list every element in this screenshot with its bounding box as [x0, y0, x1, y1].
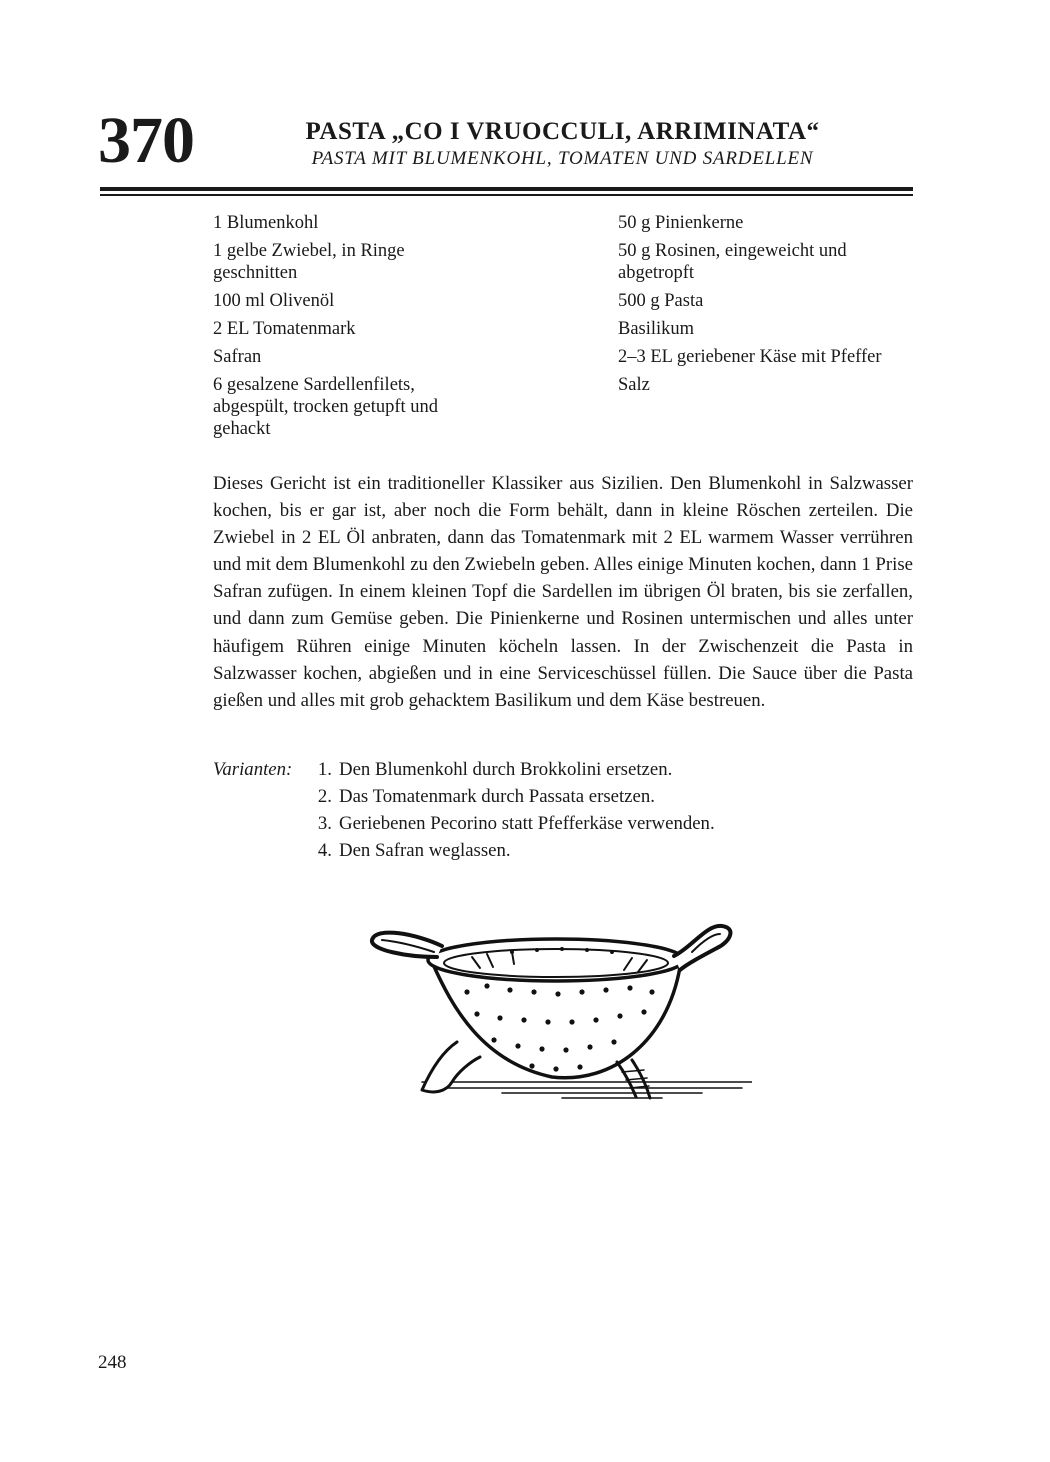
ingredients-left-column [213, 212, 493, 446]
recipe-title: PASTA „CO I VRUOCCULI, ARRIMINATA“ [305, 118, 820, 145]
variant-number: 4. [317, 840, 332, 861]
ingredient-item: 6 gesalzene Sardellenfilets, abgespült, trocken getupft und gehackt [213, 375, 439, 439]
variant-text: Das Tomatenmark durch Passata ersetzen. [339, 786, 655, 807]
colander-illustration [362, 912, 752, 1112]
variant-item [308, 783, 655, 810]
variant-text: Geriebenen Pecorino statt Pfefferkäse verwenden. [339, 813, 715, 834]
ingredient-item: 100 ml Olivenöl [213, 291, 335, 311]
recipe-number: 370 [98, 104, 194, 177]
colander-icon [362, 912, 752, 1112]
recipe-subtitle: PASTA MIT BLUMENKOHL, TOMATEN UND SARDELLEN [311, 147, 814, 169]
ingredient-item: Salz [618, 375, 650, 395]
ingredient-item: 2 EL Tomatenmark [213, 319, 356, 339]
header-rule-thick [100, 187, 913, 191]
instructions-paragraph: Dieses Gericht ist ein traditioneller Klassiker aus Sizilien. Den Blumenkohl in Salzwasser kochen, bis er gar ist, aber noch die Form behält, dann in kleine Röschen zerteilen. Die Zwiebel in 2 EL Öl anbraten, dann das Tomatenmark mit 2 EL warmem Wasser verrühren und mit dem Blumenkohl zu den Zwiebeln geben. Alles einige Minuten kochen, dann 1 Prise Safran zufügen. In einem kleinen Topf die Sardellen im übrigen Öl braten, bis sie zerfallen, und dann zum Gemüse geben. Die Pinienkerne und Rosinen untermischen und alles unter häufigem Rühren einige Minuten köcheln lassen. In der Zwischenzeit die Pasta in Salzwasser kochen, abgießen und in eine Serviceschüssel füllen. Die Sauce über die Pasta gießen und alles mit grob gehacktem Basilikum und dem Käse bestreuen. [213, 473, 913, 711]
ingredient-item: 1 Blumenkohl [213, 213, 319, 233]
ingredient-item: 500 g Pasta [618, 291, 704, 311]
ingredient-item: Safran [213, 347, 262, 367]
header-rule-thin [100, 194, 913, 196]
variant-item [308, 837, 511, 864]
ingredient-item: 50 g Pinienkerne [618, 213, 744, 233]
variant-item [308, 810, 715, 837]
variant-number: 1. [317, 759, 332, 780]
ingredient-item: 2–3 EL geriebener Käse mit Pfeffer [618, 347, 882, 367]
variant-item [308, 756, 672, 783]
variant-number: 3. [317, 813, 332, 834]
variants-label: Varianten: [213, 759, 293, 780]
ingredient-item: 50 g Rosinen, eingeweicht und abgetropft [618, 241, 847, 283]
ingredient-item: Basilikum [618, 319, 695, 339]
variant-text: Den Safran weglassen. [339, 840, 511, 861]
variant-number: 2. [317, 786, 332, 807]
ingredient-item: 1 gelbe Zwiebel, in Ringe geschnitten [213, 241, 405, 283]
title-block [200, 118, 925, 171]
ingredients-right-column [618, 212, 918, 402]
variant-text: Den Blumenkohl durch Brokkolini ersetzen. [339, 759, 673, 780]
page-number: 248 [98, 1352, 127, 1373]
